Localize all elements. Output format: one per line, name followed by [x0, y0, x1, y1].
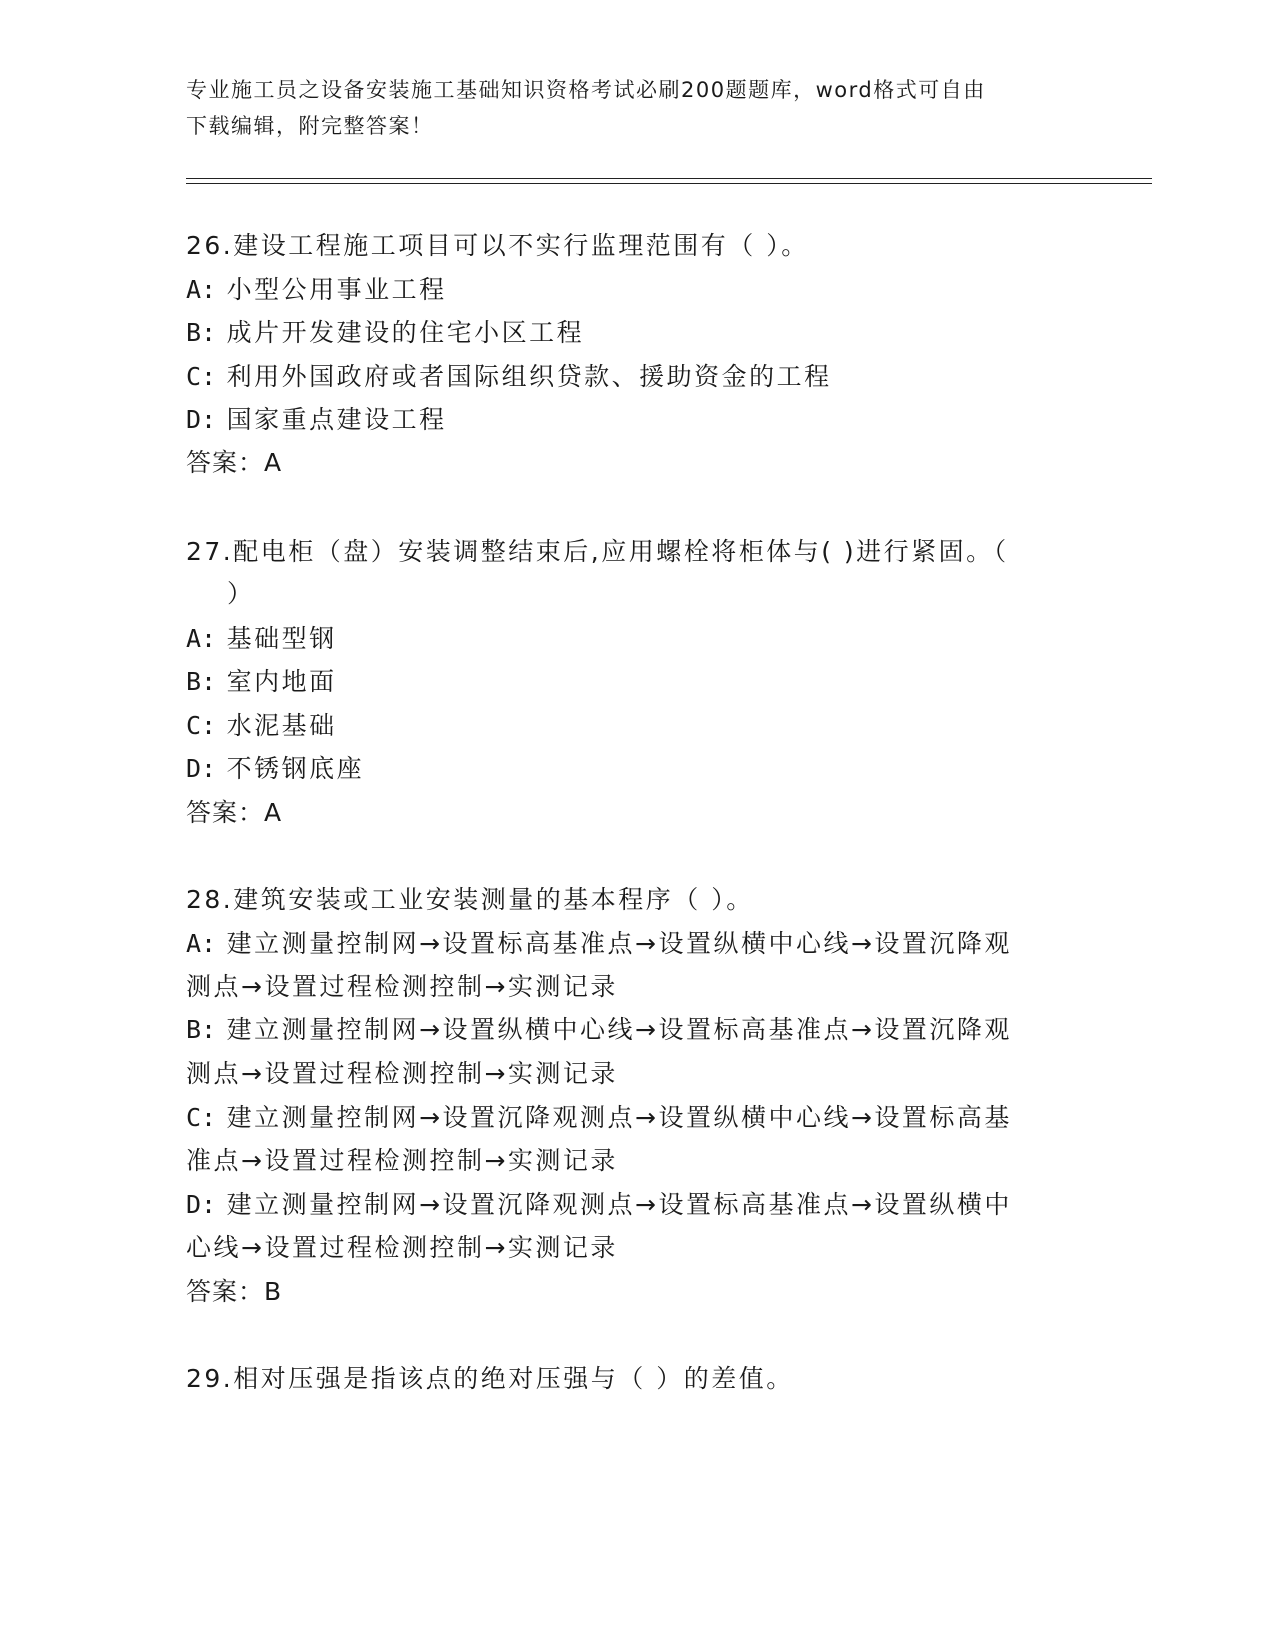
option-c [186, 1101, 1012, 1135]
option-a [186, 273, 447, 307]
option-label: D: [186, 1190, 217, 1219]
option-text: 建立测量控制网→设置纵横中心线→设置标高基准点→设置沉降观 [226, 1015, 1012, 1044]
option-text: 利用外国政府或者国际组织贷款、援助资金的工程 [226, 362, 832, 391]
option-text: 水泥基础 [226, 711, 337, 740]
option-text: 不锈钢底座 [226, 754, 365, 783]
option-d-continuation: 心线→设置过程检测控制→实测记录 [186, 1233, 618, 1262]
question-stem-27: 27.配电柜（盘）安装调整结束后,应用螺栓将柜体与( )进行紧固。（ [186, 537, 1009, 566]
option-c [186, 709, 337, 743]
option-label: C: [186, 1103, 217, 1132]
option-d [186, 403, 447, 437]
option-text: 建立测量控制网→设置标高基准点→设置纵横中心线→设置沉降观 [226, 929, 1012, 958]
option-label: D: [186, 754, 217, 783]
option-d [186, 752, 364, 786]
option-text: 建立测量控制网→设置沉降观测点→设置纵横中心线→设置标高基 [226, 1103, 1012, 1132]
option-c [186, 360, 832, 394]
document-header [186, 72, 1066, 144]
header-line-1: 专业施工员之设备安装施工基础知识资格考试必刷200题题库，word格式可自由 [186, 78, 986, 102]
option-b-continuation: 测点→设置过程检测控制→实测记录 [186, 1059, 618, 1088]
option-a [186, 927, 1012, 961]
option-b [186, 665, 337, 699]
header-line-2: 下载编辑，附完整答案！ [186, 114, 434, 138]
question-stem-27-continuation: ） [227, 579, 255, 608]
option-text: 国家重点建设工程 [226, 405, 447, 434]
option-label: A: [186, 275, 217, 304]
option-a-continuation: 测点→设置过程检测控制→实测记录 [186, 972, 618, 1001]
question-stem-26: 26.建设工程施工项目可以不实行监理范围有（ ）。 [186, 231, 809, 260]
option-label: A: [186, 624, 217, 653]
header-divider-double [186, 183, 1152, 184]
option-text: 成片开发建设的住宅小区工程 [226, 318, 585, 347]
question-stem-28: 28.建筑安装或工业安装测量的基本程序（ ）。 [186, 885, 754, 914]
header-divider [186, 178, 1152, 179]
option-text: 室内地面 [226, 667, 337, 696]
option-label: B: [186, 318, 217, 347]
option-label: C: [186, 362, 217, 391]
option-label: C: [186, 711, 217, 740]
option-label: D: [186, 405, 217, 434]
answer-27: 答案：A [186, 798, 283, 827]
option-c-continuation: 准点→设置过程检测控制→实测记录 [186, 1146, 618, 1175]
answer-26: 答案：A [186, 448, 283, 477]
option-b [186, 316, 584, 350]
option-a [186, 622, 337, 656]
option-label: B: [186, 1015, 217, 1044]
option-text: 建立测量控制网→设置沉降观测点→设置标高基准点→设置纵横中 [226, 1190, 1012, 1219]
answer-28: 答案：B [186, 1277, 283, 1306]
option-text: 基础型钢 [226, 624, 337, 653]
option-d [186, 1188, 1012, 1222]
question-stem-29: 29.相对压强是指该点的绝对压强与（ ）的差值。 [186, 1364, 794, 1393]
option-text: 小型公用事业工程 [226, 275, 447, 304]
option-label: A: [186, 929, 217, 958]
option-b [186, 1013, 1012, 1047]
option-label: B: [186, 667, 217, 696]
